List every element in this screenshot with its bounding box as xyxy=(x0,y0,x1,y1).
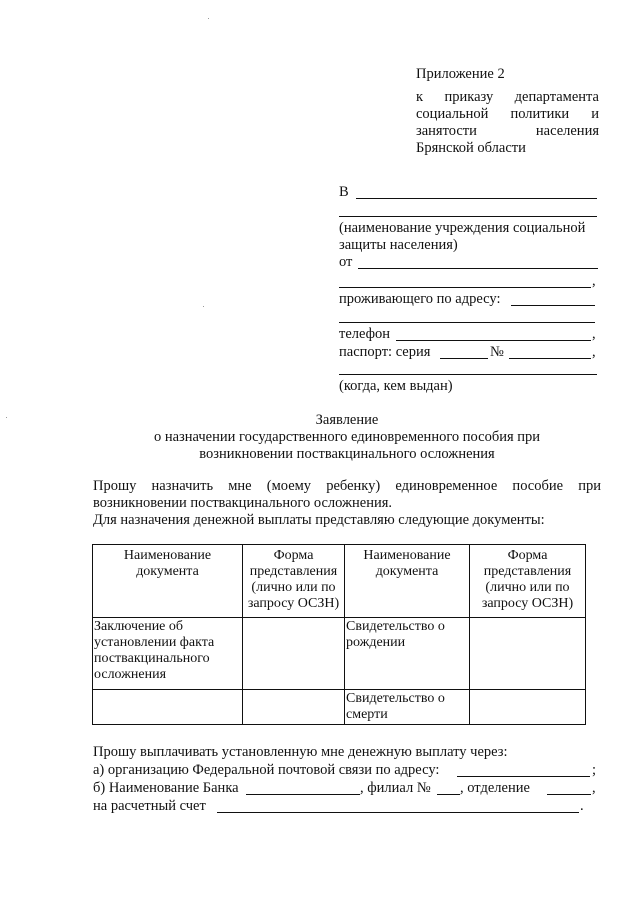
document-subtitle-1: о назначении государственного единовременного пособия при xyxy=(153,429,541,445)
table-cell: Заключение об установлении факта поствакцинального осложнения xyxy=(93,618,243,690)
option-a-label: а) организацию Федеральной почтовой связи по адресу: xyxy=(93,762,440,778)
table-cell[interactable] xyxy=(243,618,345,690)
option-b-bank-label: б) Наименование Банка xyxy=(93,780,239,796)
appendix-line-3 xyxy=(416,123,599,140)
office-label: , отделение xyxy=(460,780,530,796)
institution-line-2[interactable] xyxy=(339,216,597,217)
documents-table xyxy=(92,544,586,725)
scan-speck xyxy=(203,306,204,307)
scan-speck xyxy=(208,18,209,19)
residence-label: проживающего по адресу: xyxy=(339,291,501,307)
appendix-title: Приложение 2 xyxy=(416,66,505,82)
table-cell: Свидетельство о смерти xyxy=(345,690,470,725)
account-label: на расчетный счет xyxy=(93,798,206,814)
account-end: . xyxy=(580,798,584,814)
account-line[interactable] xyxy=(217,812,579,813)
appendix-line-4: Брянской области xyxy=(416,140,526,156)
appendix-word: к xyxy=(416,89,424,105)
from-label: от xyxy=(339,254,353,270)
table-row xyxy=(93,618,586,690)
number-sign: № xyxy=(490,344,504,360)
appendix-line-1 xyxy=(416,89,599,106)
appendix-line-2 xyxy=(416,106,599,123)
header-cell: Форма представления (лично или по запросу ОСЗН) xyxy=(470,545,586,618)
phone-line[interactable] xyxy=(396,340,591,341)
issued-hint: (когда, кем выдан) xyxy=(339,378,453,394)
scan-speck xyxy=(6,417,7,418)
from-name-line-2[interactable] xyxy=(339,287,591,288)
appendix-word: и xyxy=(591,106,599,122)
from-name-line[interactable] xyxy=(358,268,598,269)
postal-address-line[interactable] xyxy=(457,776,590,777)
office-line[interactable] xyxy=(547,794,591,795)
table-header-row xyxy=(93,545,586,618)
header-cell: Наименование документа xyxy=(345,545,470,618)
comma: , xyxy=(592,273,596,289)
passport-label: паспорт: серия xyxy=(339,344,431,360)
header-cell: Наименование документа xyxy=(93,545,243,618)
institution-hint: (наименование учреждения социальной защиты населения) xyxy=(339,220,586,253)
comma: , xyxy=(592,344,596,360)
table-cell[interactable] xyxy=(470,690,586,725)
comma: , xyxy=(592,326,596,342)
documents-intro: Для назначения денежной выплаты представляю следующие документы: xyxy=(93,512,545,528)
passport-number-line[interactable] xyxy=(509,358,591,359)
residence-line-2[interactable] xyxy=(339,322,595,323)
passport-series-line[interactable] xyxy=(440,358,488,359)
request-line-1: Прошу назначить мне (моему ребенку) единовременное пособие при xyxy=(93,478,601,494)
bank-name-line[interactable] xyxy=(246,794,360,795)
branch-number-line[interactable] xyxy=(437,794,460,795)
to-label: В xyxy=(339,184,349,200)
phone-label: телефон xyxy=(339,326,391,342)
appendix-word: департамента xyxy=(514,89,599,105)
appendix-word: политики xyxy=(510,106,570,122)
table-row xyxy=(93,690,586,725)
option-a-end: ; xyxy=(592,762,597,778)
option-b-end: , xyxy=(592,780,596,796)
table-cell: Свидетельство о рождении xyxy=(345,618,470,690)
payment-intro: Прошу выплачивать установленную мне денежную выплату через: xyxy=(93,744,508,760)
table-cell[interactable] xyxy=(93,690,243,725)
header-cell: Форма представления (лично или по запросу ОСЗН) xyxy=(243,545,345,618)
table-cell[interactable] xyxy=(243,690,345,725)
institution-line[interactable] xyxy=(356,198,597,199)
table-cell[interactable] xyxy=(470,618,586,690)
document-title: Заявление xyxy=(315,412,379,428)
document-subtitle-2: возникновении поствакцинального осложнения xyxy=(199,446,495,462)
passport-issued-line[interactable] xyxy=(339,374,597,375)
request-line-2: возникновении поствакцинального осложнения. xyxy=(93,495,393,511)
residence-line[interactable] xyxy=(511,305,595,306)
branch-label: , филиал № xyxy=(360,780,431,796)
appendix-word: приказу xyxy=(444,89,494,105)
appendix-word: населения xyxy=(535,123,599,139)
appendix-word: социальной xyxy=(416,106,489,122)
appendix-word: занятости xyxy=(416,123,477,139)
